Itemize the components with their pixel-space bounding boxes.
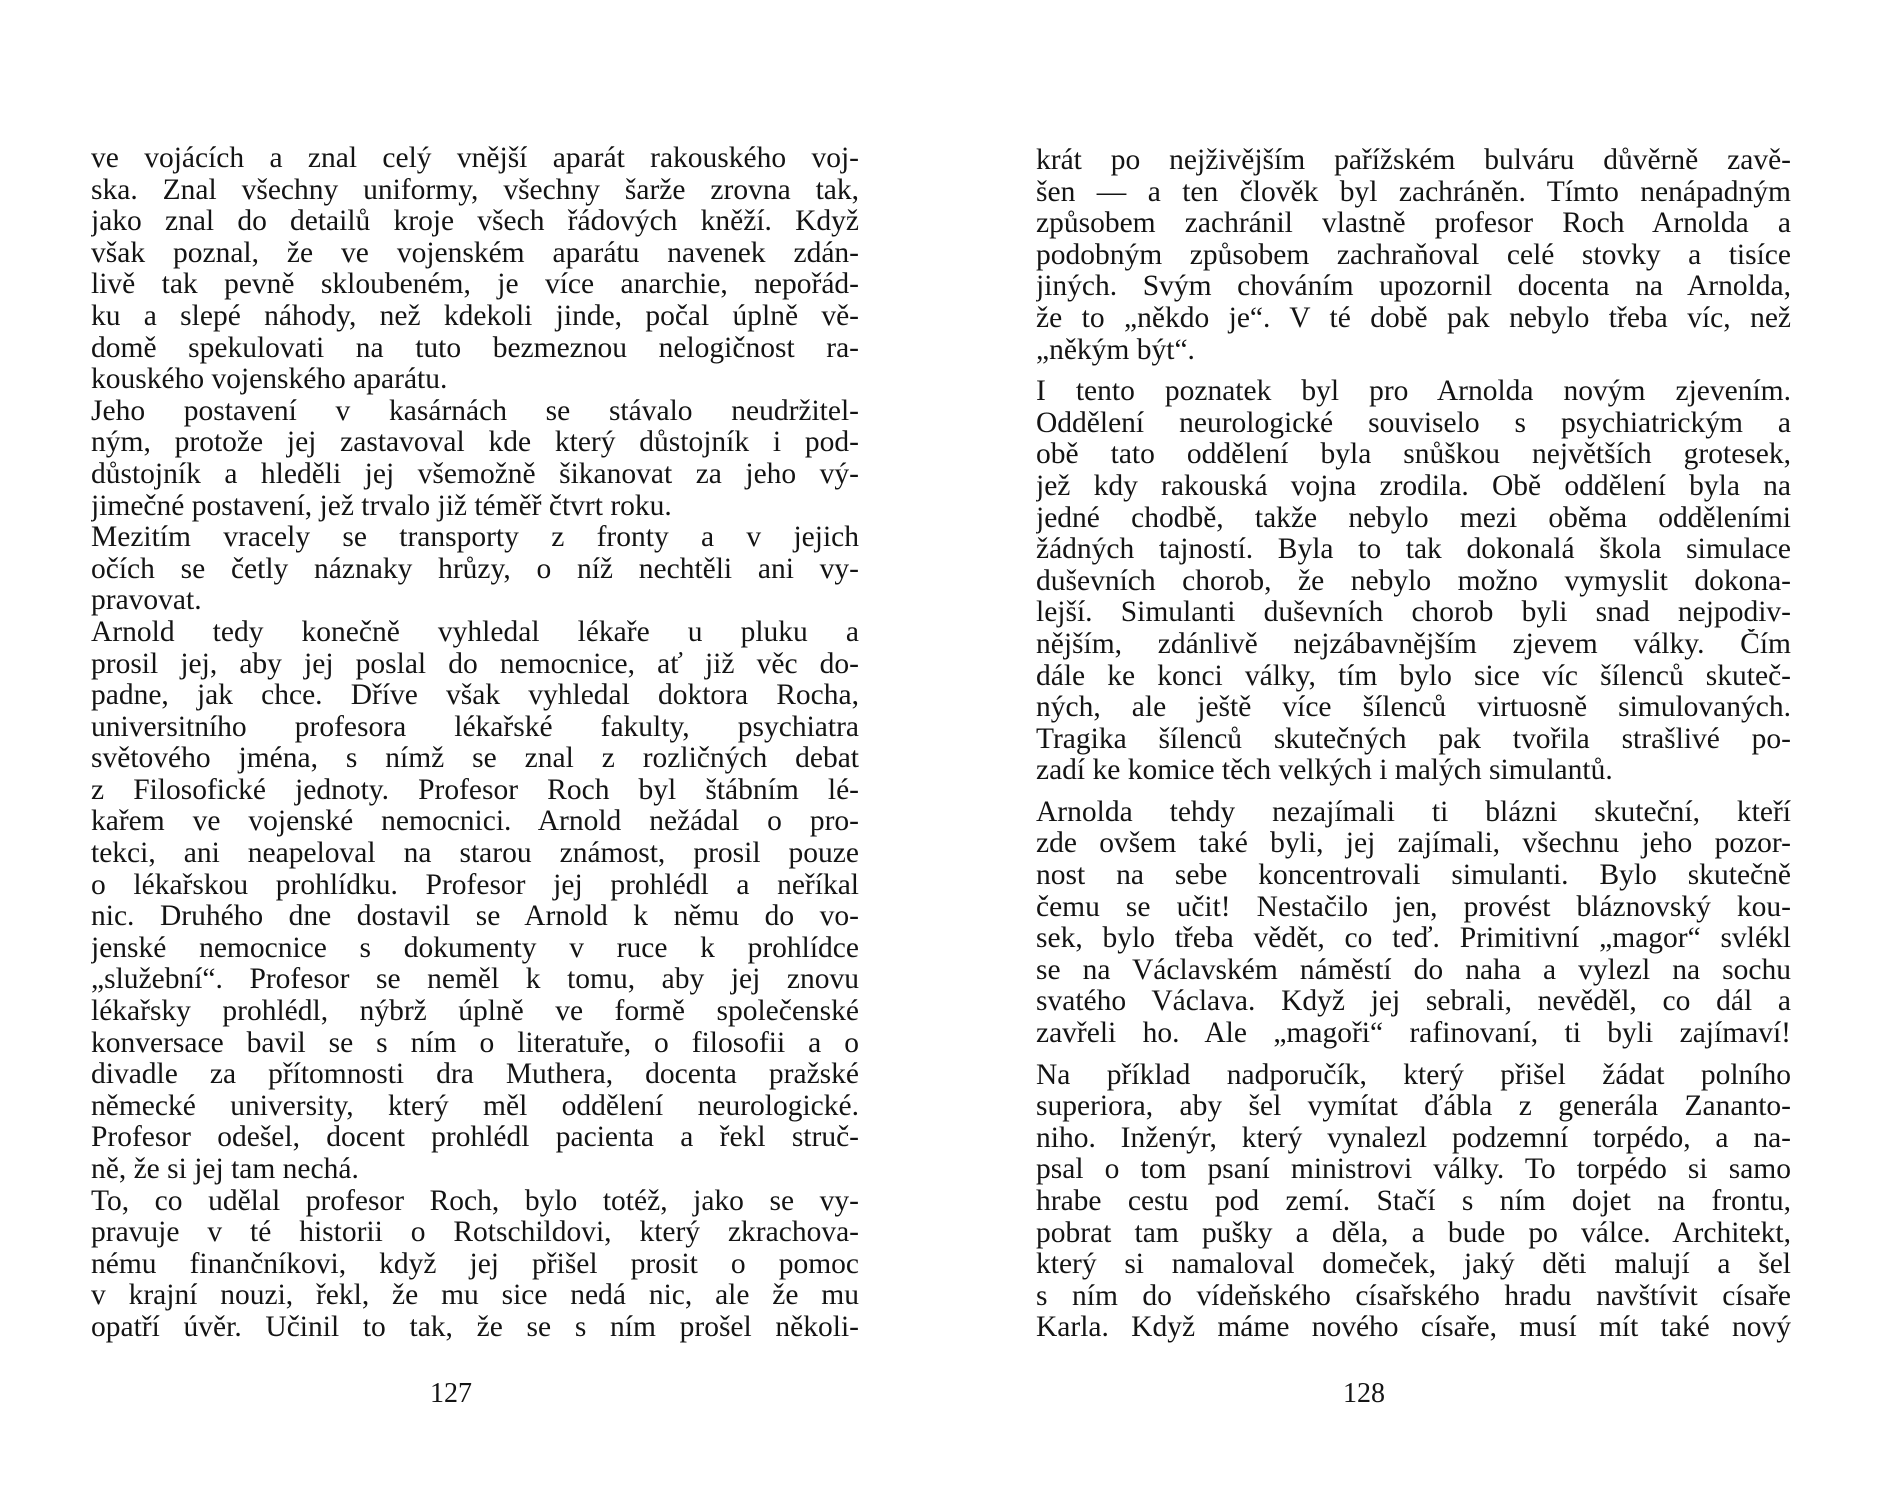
text-line: Jeho postavení v kasárnách se stávalo neudržitel- [91,395,859,427]
text-line: světového jména, s nímž se znal z rozličných debat [91,743,859,775]
text-line: jenské nemocnice s dokumenty v ruce k prohlídce [91,932,859,964]
text-line: důstojník a hleděli jej všemožně šikanovat za jeho vý- [91,458,859,490]
text-line: dále ke konci války, tím bylo sice víc šílenců skuteč- [1036,660,1791,692]
text-line: Mezitím vracely se transporty z fronty a v jejich [91,522,859,554]
text-line: divadle za přítomnosti dra Muthera, docenta pražské [91,1059,859,1091]
text-line: kařem ve vojenské nemocnici. Arnold nežádal o pro- [91,806,859,838]
text-line: zde ovšem také byli, jej zajímali, všechnu jeho pozor- [1036,828,1791,860]
text-line: domě spekulovati na tuto bezmeznou nelogičnost ra- [91,332,859,364]
text-line: však poznal, že ve vojenském aparátu navenek zdán- [91,237,859,269]
text-line: universitního profesora lékařské fakulty, psychiatra [91,711,859,743]
text-line: Profesor odešel, docent prohlédl pacienta a řekl struč- [91,1122,859,1154]
text-line: „služební“. Profesor se neměl k tomu, aby jej znovu [91,964,859,996]
text-line: s ním do vídeňského císařského hradu navštívit císaře [1036,1280,1791,1312]
text-line: lejší. Simulanti duševních chorob byli snad nejpodiv- [1036,597,1791,629]
text-line: zavřeli ho. Ale „magoři“ rafinovaní, ti byli zajímaví! [1036,1018,1791,1050]
text-line: livě tak pevně skloubeném, je více anarchie, nepořád- [91,269,859,301]
text-line: padne, jak chce. Dříve však vyhledal doktora Rocha, [91,680,859,712]
text-line: Arnolda tehdy nezajímali ti blázni skuteční, kteří [1036,796,1791,828]
text-line: pobrat tam pušky a děla, a bude po válce. Architekt, [1036,1217,1791,1249]
text-line: krát po nejživějším pařížském bulváru důvěrně zavě- [1036,145,1791,176]
text-line: ku a slepé náhody, než kdekoli jinde, počal úplně vě- [91,300,859,332]
text-line: lékařsky prohlédl, nýbrž úplně ve formě společenské [91,996,859,1028]
text-line: pravovat. [91,585,202,617]
text-line: obě tato oddělení byla snůškou největších grotesek, [1036,439,1791,471]
text-line: jako znal do detailů kroje všech řádových kněží. Když [91,206,859,238]
text-line: konversace bavil se s ním o literatuře, o filosofii a o [91,1027,859,1059]
text-line: tekci, ani neapeloval na starou známost, prosil pouze [91,838,859,870]
text-line: ska. Znal všechny uniformy, všechny šarže zrovna tak, [91,174,859,206]
text-line: Karla. Když máme nového císaře, musí mít také nový [1036,1312,1791,1344]
text-line: nému finančníkovi, když jej přišel prosit o pomoc [91,1248,859,1280]
left-page-text [91,143,859,1344]
text-line: se na Václavském náměstí do naha a vylezl na sochu [1036,954,1791,986]
text-line: způsobem zachránil vlastně profesor Roch Arnolda a [1036,208,1791,240]
text-line: ných, ale ještě více šílenců virtuosně simulovaných. [1036,692,1791,724]
text-line: duševních chorob, že nebylo možno vymyslit dokona- [1036,565,1791,597]
text-line: v krajní nouzi, řekl, že mu sice nedá nic, ale že mu [91,1280,859,1312]
text-line: sek, bylo třeba vědět, co teď. Primitivní „magor“ svlékl [1036,923,1791,955]
text-line: I tento poznatek byl pro Arnolda novým zjevením. [1036,376,1791,408]
text-line: prosil jej, aby jej poslal do nemocnice, ať již věc do- [91,648,859,680]
text-line: nic. Druhého dne dostavil se Arnold k němu do vo- [91,901,859,933]
text-line: hrabe cestu pod zemí. Stačí s ním dojet na frontu, [1036,1186,1791,1217]
text-line: o lékařskou prohlídku. Profesor jej prohlédl a neříkal [91,869,859,901]
text-line: podobným způsobem zachraňoval celé stovky a tisíce [1036,239,1791,271]
text-line: ve vojácích a znal celý vnější aparát rakouského voj- [91,143,859,174]
page-number: 127 [430,1378,472,1409]
text-line: opatří úvěr. Učinil to tak, že se s ním prošel několi- [91,1311,859,1343]
text-line: německé university, který měl oddělení neurologické. [91,1090,859,1122]
text-line: superiora, aby šel vymítat ďábla z generála Zananto- [1036,1091,1791,1123]
text-line: šen — a ten člověk byl zachráněn. Tímto nenápadným [1036,176,1791,208]
right-page-text [1036,145,1791,1344]
text-line: nějším, zdánlivě nejzábavnějším zjevem války. Čím [1036,628,1791,660]
text-line: pravuje v té historii o Rotschildovi, který zkrachova- [91,1217,859,1249]
text-line: To, co udělal profesor Roch, bylo totéž, jako se vy- [91,1185,859,1217]
text-line: kouského vojenského aparátu. [91,364,448,396]
text-line: ně, že si jej tam nechá. [91,1154,359,1185]
text-line: očích se četly náznaky hrůzy, o níž nechtěli ani vy- [91,553,859,585]
text-line: ným, protože jej zastavoval kde který důstojník i pod- [91,427,859,459]
text-line: „někým být“. [1036,334,1195,366]
text-line: zadí ke komice těch velkých i malých simulantů. [1036,755,1613,787]
page-number: 128 [1343,1378,1385,1409]
text-line: který si namaloval domeček, jaký děti malují a šel [1036,1249,1791,1281]
right-page [941,0,1882,1500]
text-line: že to „někdo je“. V té době pak nebylo třeba víc, než [1036,302,1791,334]
text-line: psal o tom psaní ministrovi války. To torpédo si samo [1036,1154,1791,1186]
text-line: jedné chodbě, takže nebylo mezi oběma odděleními [1036,502,1791,534]
text-line: jimečné postavení, jež trvalo již téměř čtvrt roku. [91,490,672,522]
text-line: jiných. Svým chováním upozornil docenta na Arnolda, [1036,271,1791,303]
text-line: svatého Václava. Když jej sebrali, nevěděl, co dál a [1036,986,1791,1018]
text-line: Na příklad nadporučík, který přišel žádat polního [1036,1059,1791,1091]
text-line: Tragika šílenců skutečných pak tvořila strašlivé po- [1036,723,1791,755]
text-line: jež kdy rakouská vojna zrodila. Obě oddělení byla na [1036,470,1791,502]
text-line: Arnold tedy konečně vyhledal lékaře u pluku a [91,616,859,648]
text-line: nost na sebe koncentrovali simulanti. Bylo skutečně [1036,860,1791,892]
text-line: Oddělení neurologické souviselo s psychiatrickým a [1036,407,1791,439]
text-line: niho. Inženýr, který vynalezl podzemní torpédo, a na- [1036,1122,1791,1154]
text-line: čemu se učit! Nestačilo jen, provést bláznovský kou- [1036,891,1791,923]
text-line: z Filosofické jednoty. Profesor Roch byl štábním lé- [91,774,859,806]
text-line: žádných tajností. Byla to tak dokonalá škola simulace [1036,534,1791,566]
